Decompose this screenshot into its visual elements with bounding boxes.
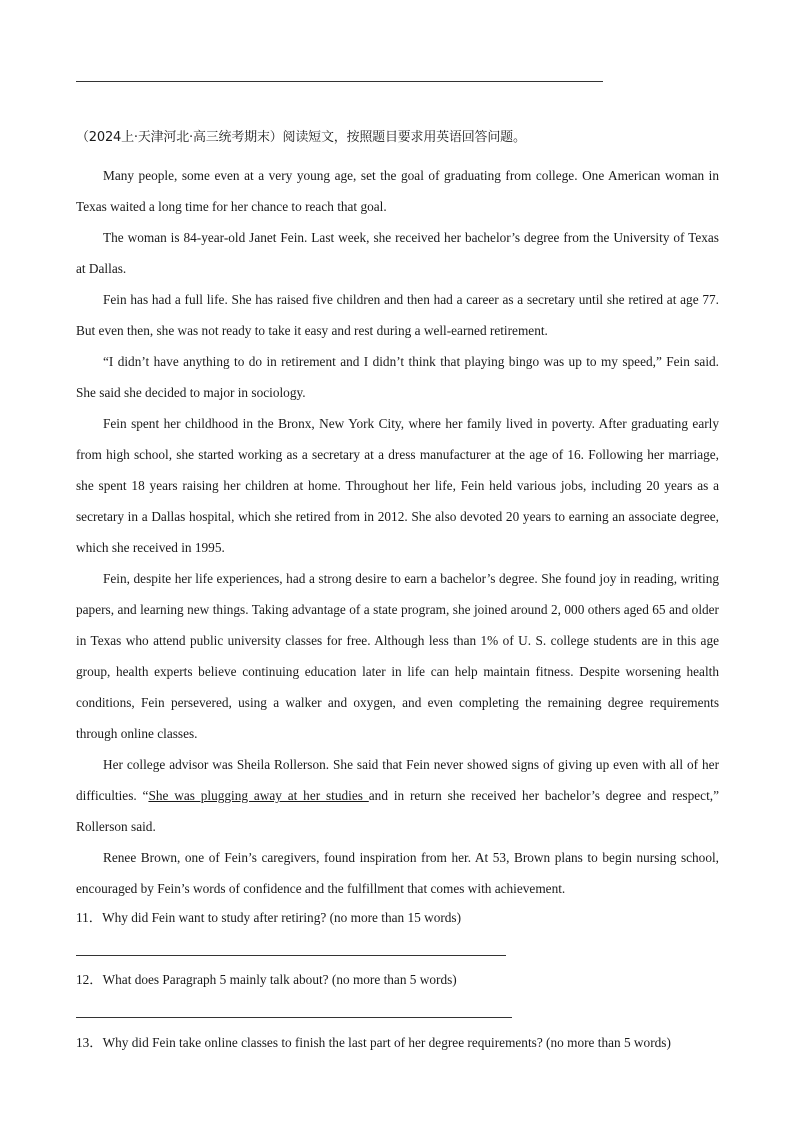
paragraph-2: The woman is 84-year-old Janet Fein. Last week, she received her bachelor’s degree from the University of Texas at Dallas. <box>76 230 719 276</box>
underlined-phrase: She was plugging away at her studies <box>148 788 369 803</box>
article-body <box>76 160 719 904</box>
answer-line-12[interactable] <box>76 1017 512 1018</box>
header-rule <box>76 81 603 82</box>
paragraph-7 <box>76 749 719 842</box>
source-instruction: （2024上·天津河北·高三统考期末）阅读短文，按照题目要求用英语回答问题。 <box>76 130 526 145</box>
paragraph-8: Renee Brown, one of Fein’s caregivers, found inspiration from her. At 53, Brown plans to begin nursing school, encouraged by Fein’s words of confidence and the fulfillment that comes with achievement. <box>76 850 719 896</box>
question-11: 11．Why did Fein want to study after retiring? (no more than 15 words) <box>76 910 462 925</box>
paragraph-5: Fein spent her childhood in the Bronx, New York City, where her family lived in poverty. After graduating early from high school, she started working as a secretary at a dress manufacturer at the age of 16. Following her marriage, she spent 18 years raising her children at home. Throughout her life, Fein held various jobs, including 20 years as a secretary in a Dallas hospital, which she retired from in 2012. She also devoted 20 years to earning an associate degree, which she received in 1995. <box>76 416 719 555</box>
question-12: 12．What does Paragraph 5 mainly talk about? (no more than 5 words) <box>76 972 457 987</box>
paragraph-3: Fein has had a full life. She has raised five children and then had a career as a secretary until she retired at age 77. But even then, she was not ready to take it easy and rest during a well-earned retirement. <box>76 292 719 338</box>
advisor-text-after: and in return she received her bachelor’s degree and respect,” Rollerson said. <box>76 788 719 834</box>
advisor-text-before: Her college advisor was Sheila Rollerson. She said that Fein never showed signs of giving up even with all of her difficulties. “ <box>76 757 719 803</box>
paragraph-6: Fein, despite her life experiences, had a strong desire to earn a bachelor’s degree. She found joy in reading, writing papers, and learning new things. Taking advantage of a state program, she joined around 2, 000 others aged 65 and older in Texas who attend public university classes for free. Although less than 1% of U. S. college students are in this age group, health experts believe continuing education later in life can help maintain fitness. Despite worsening health conditions, Fein persevered, using a walker and oxygen, and even completing the remaining degree requirements through online classes. <box>76 571 719 741</box>
paragraph-4: “I didn’t have anything to do in retirement and I didn’t think that playing bingo was up to my speed,” Fein said. She said she decided to major in sociology. <box>76 354 719 400</box>
question-13: 13．Why did Fein take online classes to finish the last part of her degree requirements? (no more than 5 words) <box>76 1035 671 1050</box>
answer-line-11[interactable] <box>76 955 506 956</box>
paragraph-1: Many people, some even at a very young age, set the goal of graduating from college. One American woman in Texas waited a long time for her chance to reach that goal. <box>76 168 719 214</box>
